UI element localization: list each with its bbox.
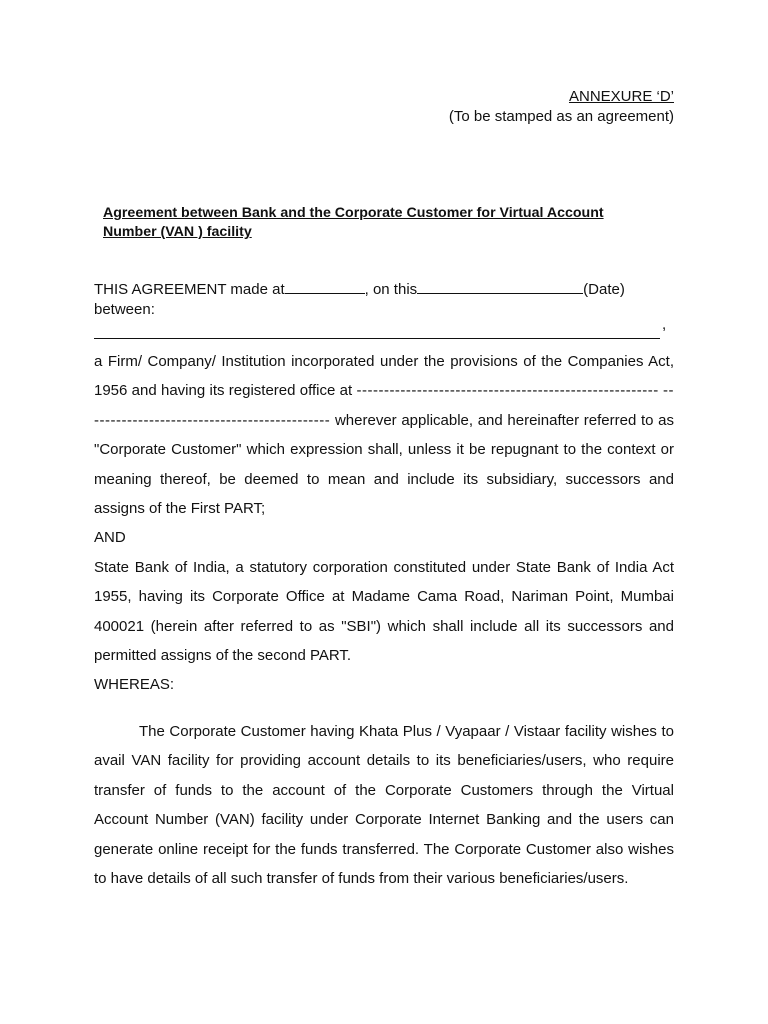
stamp-note: (To be stamped as an agreement) xyxy=(448,108,674,125)
first-party-text-1: a Firm/ Company/ Institution incorporated under the provisions of the Companies Act, 1956 and having its registered office at xyxy=(94,353,674,400)
party-comma: , xyxy=(662,316,667,333)
party-name-blank[interactable] xyxy=(94,320,660,339)
made-at-text: THIS AGREEMENT made at xyxy=(94,281,285,298)
annexure-label: ANNEXURE ‘D’ xyxy=(568,88,674,105)
agreement-title: Agreement between Bank and the Corporate Customer for Virtual Account Number (VAN ) facility xyxy=(103,205,604,240)
office-address-dashes-1: ------------------------------------------------------- xyxy=(356,382,659,400)
second-party-paragraph: State Bank of India, a statutory corporation constituted under State Bank of India Act 1955, having its Corporate Office at Madame Cama Road, Nariman Point, Mumbai 400021 (herein after referred to as "SBI") which shall include all its successors and permitted assigns of the second PART. xyxy=(94,558,674,665)
on-this-text: , on this xyxy=(364,281,418,298)
first-party-paragraph xyxy=(94,347,674,523)
office-address-dashes-2: --------------------------------------------- xyxy=(94,382,674,429)
agreement-body xyxy=(94,279,674,893)
intro-line xyxy=(94,279,674,300)
and-label: AND xyxy=(94,529,126,547)
date-blank[interactable] xyxy=(417,279,583,294)
whereas-label: WHEREAS: xyxy=(94,676,175,694)
whereas-paragraph: The Corporate Customer having Khata Plus / Vyapaar / Vistaar facility wishes to avail VAN facility for providing account details to its beneficiaries/users, who require transfer of funds to the account of the Corporate Customers through the Virtual Account Number (VAN) facility under Corporate Internet Banking and the users can generate online receipt for the funds transferred. The Corporate Customer also wishes to have details of all such transfer of funds from their various beneficiaries/users. xyxy=(94,722,674,887)
intro-block xyxy=(94,279,674,339)
document-header xyxy=(449,87,674,127)
first-party-text-2: wherever applicable, and hereinafter referred to as "Corporate Customer" which expression shall, unless it be repugnant to the context or meaning thereof, be deemed to mean and include its subsidiary, successors and assigns of the First PART; xyxy=(94,411,674,518)
date-text: (Date) xyxy=(583,281,625,298)
place-blank[interactable] xyxy=(285,279,365,294)
between-text: between: xyxy=(94,301,155,318)
